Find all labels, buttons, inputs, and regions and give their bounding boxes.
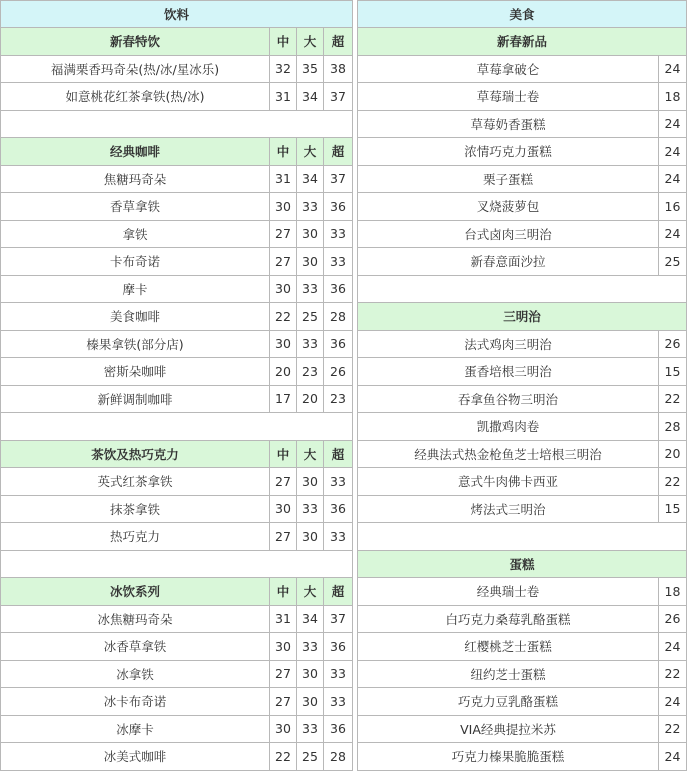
menu-item-row [1, 386, 353, 414]
size-header: 中 [270, 138, 297, 166]
item-price: 33 [324, 468, 353, 496]
menu-item-row [358, 688, 687, 716]
item-price: 36 [324, 716, 353, 744]
item-price: 18 [659, 578, 687, 606]
menu-item-row [358, 743, 687, 771]
item-price: 27 [270, 688, 297, 716]
size-header: 大 [297, 138, 324, 166]
item-name: 榛果拿铁(部分店) [1, 331, 270, 359]
item-price: 26 [659, 606, 687, 634]
item-price: 27 [270, 523, 297, 551]
item-price: 33 [297, 276, 324, 304]
item-name: 冰香草拿铁 [1, 633, 270, 661]
item-price: 24 [659, 56, 687, 84]
item-name: 经典法式热金枪鱼芝士培根三明治 [358, 441, 659, 469]
item-name: 凯撒鸡肉卷 [358, 413, 659, 441]
menu-item-row [358, 661, 687, 689]
item-price: 17 [270, 386, 297, 414]
menu-item-row [358, 83, 687, 111]
drinks-title: 饮料 [1, 1, 353, 28]
spacer-row [1, 413, 353, 441]
item-price: 24 [659, 633, 687, 661]
item-name: 浓情巧克力蛋糕 [358, 138, 659, 166]
item-price: 34 [297, 83, 324, 111]
item-price: 30 [270, 276, 297, 304]
item-price: 33 [324, 221, 353, 249]
item-name: 草莓瑞士卷 [358, 83, 659, 111]
item-name: 蛋香培根三明治 [358, 358, 659, 386]
item-price: 33 [297, 193, 324, 221]
section-header-row [358, 28, 687, 56]
section-title: 蛋糕 [358, 551, 687, 579]
size-header: 超 [324, 578, 353, 606]
item-name: 焦糖玛奇朵 [1, 166, 270, 194]
item-name: 草莓奶香蛋糕 [358, 111, 659, 139]
menu-item-row [358, 248, 687, 276]
item-price: 37 [324, 83, 353, 111]
menu-item-row [358, 138, 687, 166]
menu-item-row [1, 496, 353, 524]
item-price: 30 [270, 193, 297, 221]
item-price: 20 [270, 358, 297, 386]
item-name: 意式牛肉佛卡西亚 [358, 468, 659, 496]
menu-item-row [1, 716, 353, 744]
menu-item-row [1, 83, 353, 111]
size-header: 大 [297, 28, 324, 56]
menu-item-row [1, 358, 353, 386]
item-price: 30 [297, 661, 324, 689]
item-price: 31 [270, 83, 297, 111]
item-name: 拿铁 [1, 221, 270, 249]
item-price: 24 [659, 111, 687, 139]
item-name: 白巧克力桑莓乳酪蛋糕 [358, 606, 659, 634]
item-price: 33 [324, 248, 353, 276]
item-price: 33 [324, 523, 353, 551]
item-name: 纽约芝士蛋糕 [358, 661, 659, 689]
item-price: 27 [270, 248, 297, 276]
item-price: 23 [324, 386, 353, 414]
menu-item-row [1, 523, 353, 551]
menu-item-row [1, 56, 353, 84]
item-price: 27 [270, 221, 297, 249]
section-title: 经典咖啡 [1, 138, 270, 166]
item-price: 25 [297, 743, 324, 771]
item-price: 28 [659, 413, 687, 441]
item-price: 28 [324, 303, 353, 331]
item-name: 冰美式咖啡 [1, 743, 270, 771]
item-name: 如意桃花红茶拿铁(热/冰) [1, 83, 270, 111]
item-price: 36 [324, 193, 353, 221]
item-price: 16 [659, 193, 687, 221]
spacer-row [358, 523, 687, 551]
item-price: 34 [297, 606, 324, 634]
item-name: 巧克力豆乳酪蛋糕 [358, 688, 659, 716]
menu-item-row [358, 358, 687, 386]
item-price: 34 [297, 166, 324, 194]
item-name: 卡布奇诺 [1, 248, 270, 276]
item-price: 24 [659, 221, 687, 249]
item-price: 15 [659, 496, 687, 524]
item-price: 27 [270, 468, 297, 496]
section-header-row [1, 441, 353, 469]
item-price: 22 [659, 716, 687, 744]
item-price: 25 [297, 303, 324, 331]
item-price: 26 [324, 358, 353, 386]
item-price: 33 [297, 331, 324, 359]
item-price: 35 [297, 56, 324, 84]
item-name: 香草拿铁 [1, 193, 270, 221]
item-price: 38 [324, 56, 353, 84]
item-price: 20 [297, 386, 324, 414]
item-price: 36 [324, 331, 353, 359]
menu-item-row [358, 496, 687, 524]
item-price: 22 [659, 468, 687, 496]
item-price: 31 [270, 166, 297, 194]
item-price: 22 [270, 303, 297, 331]
item-name: 吞拿鱼谷物三明治 [358, 386, 659, 414]
menu-item-row [1, 661, 353, 689]
item-price: 37 [324, 606, 353, 634]
item-price: 27 [270, 661, 297, 689]
item-name: 冰拿铁 [1, 661, 270, 689]
section-title: 茶饮及热巧克力 [1, 441, 270, 469]
item-name: 密斯朵咖啡 [1, 358, 270, 386]
item-price: 33 [324, 688, 353, 716]
item-price: 30 [297, 221, 324, 249]
item-price: 25 [659, 248, 687, 276]
size-header: 中 [270, 578, 297, 606]
item-price: 24 [659, 138, 687, 166]
section-header-row [358, 551, 687, 579]
item-price: 30 [297, 523, 324, 551]
item-name: 美食咖啡 [1, 303, 270, 331]
menu-item-row [358, 716, 687, 744]
menu-item-row [358, 56, 687, 84]
spacer-row [1, 111, 353, 139]
section-header-row [358, 303, 687, 331]
menu-item-row [1, 633, 353, 661]
item-price: 33 [297, 633, 324, 661]
item-name: 栗子蛋糕 [358, 166, 659, 194]
item-name: 巧克力榛果脆脆蛋糕 [358, 743, 659, 771]
spacer-row [1, 551, 353, 579]
menu-item-row [1, 743, 353, 771]
menu-item-row [358, 578, 687, 606]
item-name: 叉烧菠萝包 [358, 193, 659, 221]
item-price: 31 [270, 606, 297, 634]
food-table [357, 0, 687, 771]
item-name: 冰卡布奇诺 [1, 688, 270, 716]
menu-item-row [1, 221, 353, 249]
item-price: 18 [659, 83, 687, 111]
item-price: 30 [297, 688, 324, 716]
item-price: 24 [659, 688, 687, 716]
menu-item-row [358, 331, 687, 359]
item-name: 台式卤肉三明治 [358, 221, 659, 249]
item-name: 抹茶拿铁 [1, 496, 270, 524]
size-header: 超 [324, 28, 353, 56]
item-name: 法式鸡肉三明治 [358, 331, 659, 359]
item-price: 20 [659, 441, 687, 469]
item-name: 新春意面沙拉 [358, 248, 659, 276]
item-price: 22 [270, 743, 297, 771]
item-name: 红樱桃芝士蛋糕 [358, 633, 659, 661]
food-title: 美食 [358, 1, 687, 28]
menu-item-row [358, 441, 687, 469]
menu-item-row [358, 468, 687, 496]
item-price: 24 [659, 166, 687, 194]
menu-item-row [358, 111, 687, 139]
menu-item-row [1, 303, 353, 331]
section-header-row [1, 28, 353, 56]
item-name: 草莓拿破仑 [358, 56, 659, 84]
menu-item-row [358, 633, 687, 661]
item-name: 冰摩卡 [1, 716, 270, 744]
menu-item-row [1, 276, 353, 304]
menu-item-row [358, 221, 687, 249]
section-title: 新春新品 [358, 28, 687, 56]
section-title: 新春特饮 [1, 28, 270, 56]
item-name: 冰焦糖玛奇朵 [1, 606, 270, 634]
item-price: 33 [297, 496, 324, 524]
item-price: 15 [659, 358, 687, 386]
size-header: 超 [324, 138, 353, 166]
menu-item-row [1, 468, 353, 496]
menu-item-row [358, 606, 687, 634]
menu-item-row [1, 606, 353, 634]
item-name: VIA经典提拉米苏 [358, 716, 659, 744]
item-name: 摩卡 [1, 276, 270, 304]
item-price: 36 [324, 496, 353, 524]
size-header: 大 [297, 578, 324, 606]
menu-item-row [358, 413, 687, 441]
item-price: 36 [324, 633, 353, 661]
item-name: 热巧克力 [1, 523, 270, 551]
menu-item-row [358, 166, 687, 194]
item-name: 新鲜调制咖啡 [1, 386, 270, 414]
item-price: 22 [659, 386, 687, 414]
item-price: 33 [297, 716, 324, 744]
menu-item-row [1, 166, 353, 194]
spacer-row [358, 276, 687, 304]
menu-item-row [1, 193, 353, 221]
item-price: 23 [297, 358, 324, 386]
item-price: 37 [324, 166, 353, 194]
item-name: 经典瑞士卷 [358, 578, 659, 606]
menu-item-row [358, 386, 687, 414]
size-header: 中 [270, 441, 297, 469]
menu-item-row [1, 248, 353, 276]
size-header: 大 [297, 441, 324, 469]
item-name: 英式红茶拿铁 [1, 468, 270, 496]
item-name: 福满栗香玛奇朵(热/冰/星冰乐) [1, 56, 270, 84]
item-price: 32 [270, 56, 297, 84]
item-name: 烤法式三明治 [358, 496, 659, 524]
section-header-row [1, 138, 353, 166]
item-price: 28 [324, 743, 353, 771]
item-price: 22 [659, 661, 687, 689]
item-price: 36 [324, 276, 353, 304]
item-price: 30 [270, 331, 297, 359]
item-price: 30 [297, 248, 324, 276]
menu-item-row [358, 193, 687, 221]
item-price: 33 [324, 661, 353, 689]
section-header-row [1, 578, 353, 606]
section-title: 三明治 [358, 303, 687, 331]
section-title: 冰饮系列 [1, 578, 270, 606]
size-header: 中 [270, 28, 297, 56]
item-price: 30 [297, 468, 324, 496]
menu-item-row [1, 688, 353, 716]
item-price: 30 [270, 716, 297, 744]
item-price: 26 [659, 331, 687, 359]
item-price: 24 [659, 743, 687, 771]
menu-item-row [1, 331, 353, 359]
item-price: 30 [270, 496, 297, 524]
item-price: 30 [270, 633, 297, 661]
size-header: 超 [324, 441, 353, 469]
